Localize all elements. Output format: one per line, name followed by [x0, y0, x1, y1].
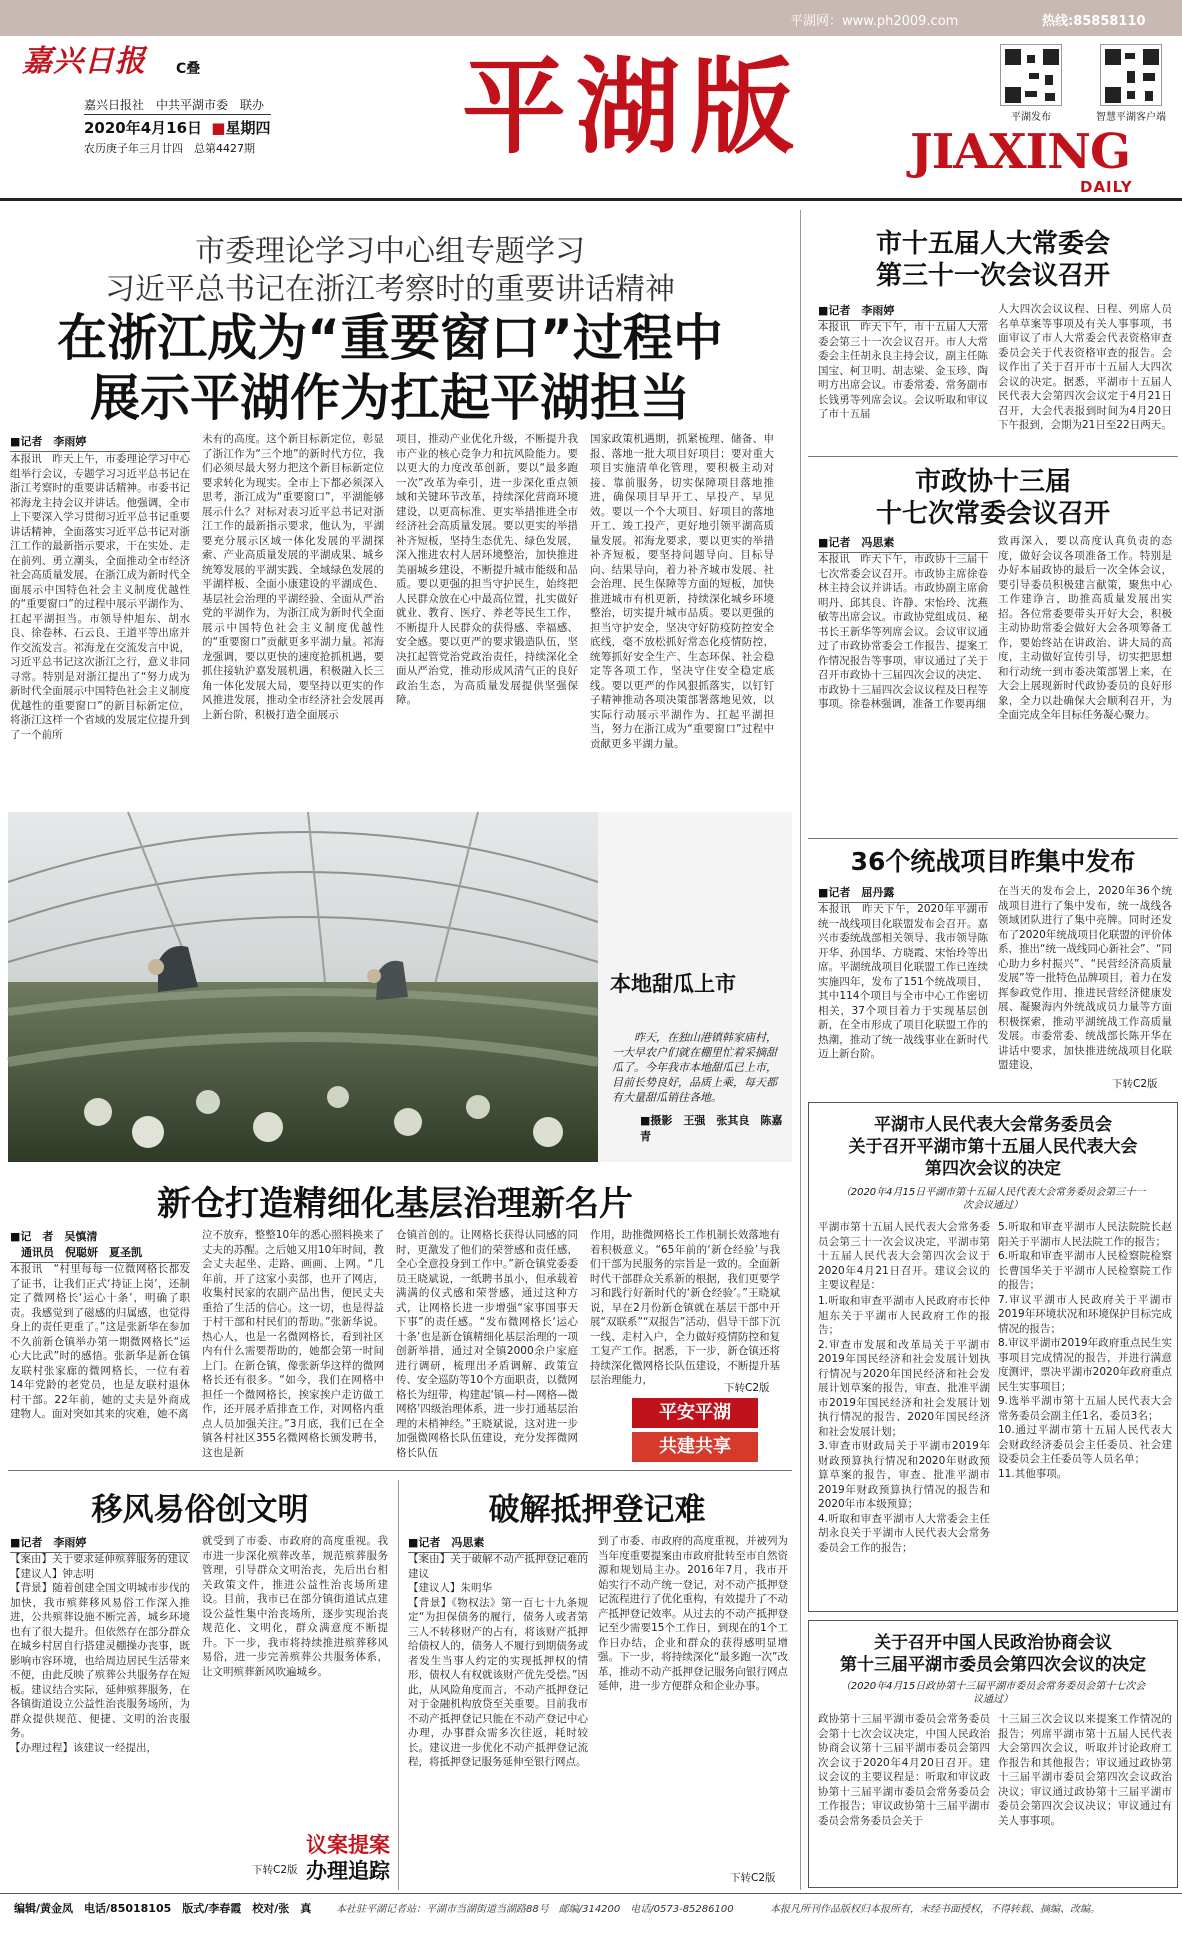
- mortgage-byline: ■记者 冯思素: [408, 1534, 588, 1553]
- lead-col-4: 国家政策机遇期，抓紧梳理、储备、申报、落地一批大项目好项目；要对重大项目实施清单化管理，要积极主动对接、靠前服务，切实保障项目落地推进，确保项目早开工、早投产、早见效。要以一个个大项目、好项目的落地开工、竣工投产，更好地引领平湖高质量发展。祁海龙要求，要以更实的举措补齐短板，要坚持问题导向、目标导向、结果导向，着力补齐城市发展、社会治理、民生保障等方面的短板，加快推进城市有机更新，持续深化城乡环境整治，切实提升城市品质。要以更强的担当守护安全，坚决守好防疫防控安全底线，毫不放松抓好常态化疫情防控，统筹抓好安全生产、生态环保、社会稳定等各项工作，坚决守住安全稳定底线。要以更严的作风狠抓落实，以钉钉子精神推动各项决策部署落地见效，以实际行动展示平湖作为、扛起平湖担当，努力在浙江成为“重要窗口”过程中贡献更多平湖力量。: [590, 433, 774, 750]
- xincang-col-3: 仓镇首创的。让网格长获得认同感的同时，更激发了他们的荣誉感和责任感，全心全意投身到工作中。”新仓镇党委委员王晓斌说，一纸聘书虽小，但承载着满满的仪式感和荣誉感，通过这种方式，让网格长进一步增强“家事国事天下事”的责任感。“发布微网格长‘运心十条’也是新仓镇精细化基层治理的一项创新举措，通过对全镇2000余户家庭进行调研，梳理出矛盾调解、政策宣传、安全巡防等10个方面职责，以微网格长为纽带，构建起‘镇—村—网格—微网格’四级治理体系，进一步打通基层治理的末梢神经。”王晓斌说，这对进一步加强微网格长队伍建设，充分发挥微网格长队伍: [396, 1229, 578, 1459]
- publishers: 嘉兴日报社 中共平湖市委 联办: [84, 98, 265, 112]
- xincang-headline: 新仓打造精细化基层治理新名片: [157, 1184, 633, 1224]
- lead-col-3: 项目，推动产业优化升级，不断提升我市产业的核心竞争力和抗风险能力。要以更大的力度改革创新，要以“最多跑一次”改革为牵引，进一步深化重点领域和关键环节改革，持续深化营商环境建设，以更高标准、更实举措推进全市经济社会高质量发展。要以更实的举措补齐短板，坚持生态优先、绿色发展，深入推进农村人居环境整治，加快推进美丽城乡建设，不断提升城市能级和品质。要以更强的担当守护民生，始终把人民群众放在心中最高位置，扎实做好就业、教育、医疗、养老等民生工作，不断提升人民群众的获得感、幸福感、安全感。要以更严的要求锻造队伍，坚决扛起管党治党政治责任，持续深化全面从严治党，推动形成风清气正的良好政治生态，为高质量发展提供坚强保障。: [396, 433, 578, 706]
- yifeng-byline: ■记者 李雨婷: [10, 1534, 190, 1553]
- column-divider: [398, 1480, 399, 1890]
- npc-byline: ■记者 李雨婷: [818, 302, 988, 321]
- brand-en-sub: DAILY: [1080, 178, 1133, 196]
- continued-label[interactable]: 下转C2版: [724, 1382, 770, 1394]
- npc-title-2: 第三十一次会议召开: [875, 261, 1110, 291]
- continued-label[interactable]: 下转C2版: [1112, 1078, 1158, 1090]
- issue-date-row: 2020年4月16日 ■星期四: [84, 114, 271, 138]
- lead-kicker-2: 习近平总书记在浙江考察时的重要讲话精神: [105, 272, 675, 307]
- proposal-tag: 议案提案: [306, 1833, 390, 1857]
- xincang-byline: ■记 者 吴慎清 通讯员 倪聪妍 夏圣凯: [10, 1228, 190, 1263]
- unitedfront-col-1: 本报讯 昨天下午，2020年平湖市统一战线项目化联盟发布会召开。嘉兴市委统战部相关领导、我市领导陈开华、孙国华、方晓霞、宋怡玲等出席。平湖统战项目化联盟工作已连续实施四年，发布了151个统战项目，其中114个项目与全市中心工作密切相关，37个项目着力于实现基层创新，在全市形成了项目化联盟工作的热潮，推动了统一战线事业在新时代迈上新台阶。: [818, 903, 988, 1060]
- brand-en: JIAXING: [910, 124, 1130, 180]
- cppcc-decision-col-1: 政协第十三届平湖市委员会常务委员会第十七次会议决定，中国人民政治协商会议第十三届平湖市委员会第四次会议于2020年4月20日召开。建议会议的主要议程是：听取和审议政协第十三届平湖市委员会常务委员会工作报告；审议政协第十三届平湖市委员会常务委员会关于: [818, 1713, 990, 1827]
- melon-greenhouse-photo: [8, 812, 598, 1162]
- npc-decision-title-3: 第四次会议的决定: [925, 1159, 1061, 1179]
- npc-col-1: 本报讯 昨天下午，市十五届人大常委会第三十一次会议召开。市人大常委会主任胡永良主持会议，副主任陈国宝、柯卫明、胡志梁、金玉珍、陶明方出席会议。市委常委、常务副市长钱勇等列席会议。会议听取和审议了市十五届: [818, 321, 988, 420]
- paper-logo: 嘉兴日报: [22, 44, 146, 79]
- list-item: 8.审议平湖市2019年政府重点民生实事项目完成情况的报告，并进行满意度测评，票决平湖市2020年政府重点民生实事项目；: [998, 1337, 1172, 1393]
- qr-code-icon[interactable]: [1000, 44, 1062, 106]
- cppcc-decision-subtitle: （2020年4月15日政协第十三届平湖市委员会常务委员会第十七次会议通过）: [840, 1681, 1146, 1705]
- footer-editors: 编辑/黄金凤 电话/85018105 版式/李春霞 校对/张 真: [14, 1902, 312, 1915]
- npc-decision-intro: 平湖市第十五届人民代表大会常务委员会第三十一次会议决定，平湖市第十五届人民代表大会第四次会议于2020年4月21日召开。建议会议的主要议程是：: [818, 1221, 990, 1291]
- list-item: 9.选举平湖市第十五届人民代表大会常务委员会副主任1名，委员3名；: [998, 1395, 1172, 1422]
- list-item: 3.审查市财政局关于平湖市2019年财政预算执行情况和2020年财政预算草案的报告，审查、批准平湖市2019年财政预算执行情况的报告和2020年市本级预算；: [818, 1440, 990, 1510]
- footer-office: 本社驻平湖记者站：平湖市当湖街道当湖路88号 邮编/314200 电话/0573-85286100: [336, 1904, 734, 1915]
- npc-col-2: 人大四次会议议程、日程、列席人员名单草案等事项及有关人事事项，书面审议了市人大常委会代表资格审查委员会关于代表资格审查的报告。会议作出了关于召开市十五届人大四次会议的决定。据悉，平湖市十五届人民代表大会第四次会议定于4月21日召开，大会代表报到时间为4月20日下午报到，会期为21日至22日两天。: [998, 303, 1172, 431]
- unitedfront-title: 36个统战项目昨集中发布: [850, 847, 1136, 876]
- weekday: 星期四: [225, 119, 271, 137]
- cppcc-col-2: 致再深入，要以高度认真负责的态度，做好会议各项准备工作。特别是办好本届政协的最后一次全体会议，要引导委员积极建言献策，聚焦中心工作建诤言，助推高质量发展出实招。各位常委要带头开好大会，积极主动协助常委会做好大会各项筹备工作，要始终站在讲政治、讲大局的高度，主动做好宣传引导，切实把思想和行动统一到市委决策部署上来，在大会上展现新时代政协委员的良好形象，全力以赴确保大会顺利召开，为全面完成全年目标任务凝心聚力。: [998, 535, 1172, 721]
- photo-credit: ■摄影 王强 张其良 陈嘉青: [640, 1114, 783, 1143]
- xincang-col-1: 本报讯 “村里每每一位微网格长都发了证书，让我们正式‘持证上岗’，还制定了微网格长‘运心十条’，明确了职责。我感觉到了磁感的归属感，也觉得身上的责任更重了。”这是张新华在参加不久前新仓镇举办第一期微网格长“运心大比武”时的感悟。张新华是新仓镇友联村张家廊的微网格长，一位有着14年党龄的老党员，也是友联村退休村干部。22年前，她的丈夫是外商成建物人。面对突如其来的灾难，她不离: [10, 1263, 190, 1420]
- footer-divider: [0, 1893, 1182, 1894]
- list-item: 5.听取和审查平湖市人民法院院长赵阳关于平湖市人民法院工作的报告；: [998, 1221, 1172, 1248]
- lead-headline: 在浙江成为“重要窗口”过程中: [57, 309, 723, 367]
- lead-col-2: 未有的高度。这个新目标新定位，彰显了浙江作为“三个地”的新时代方位，我们必须尽最大努力把这个新目标新定位要求转化为现实。全市上下都必须深入思考，浙江成为“重要窗口”，平湖能够展示什么？对标对表习近平总书记对浙江工作的最新指示要求，他认为，平湖要充分展示区域一体化发展的平湖探索、产业高质量发展的平湖成果、城乡统筹发展的平湖实践、全域绿色发展的平湖样板、全面小康建设的平湖成色、基层社会治理的平湖经验、全面从严治党的平湖作为，为浙江成为新时代全面展示中国特色社会主义制度优越性的“重要窗口”贡献更多平湖力量。祁海龙强调，要以更快的速度抢抓机遇，要抓住接轨沪嘉发展机遇，积极融入长三角一体化发展大局，要坚持以更实的作风推进发展，推动全市经济社会发展再上新台阶，积极打造全面展示: [202, 433, 384, 721]
- section-divider: [8, 1470, 792, 1471]
- yifeng-col-1: 【案由】关于要求延伸殡葬服务的建议 【建议人】钟志明 【背景】随着创建全国文明城市步伐的加快，我市殡葬移风易俗工作深入推进，公共殡葬设施不断完善，城乡环境也有了很大提升。但依然存在部分群众在城乡村居自行搭建灵棚操办丧事，既影响市容环境，也给周边居民生活带来不便，由此反映了殡葬公共服务存在短板。建议结合实际，延伸殡葬服务，在各镇街道设立公益性治丧服务场所，为群众提供规范、便捷、文明的治丧服务。 【办理过程】该建议一经提出，: [10, 1553, 190, 1754]
- lead-headline-2: 展示平湖作为扛起平湖担当: [90, 369, 690, 427]
- list-item: 11.其他事项。: [998, 1467, 1068, 1480]
- cppcc-col-1: 本报讯 昨天下午，市政协十三届十七次常委会议召开。市政协主席徐卷林主持会议并讲话。市政协副主席俞明丹、邱其良、许静、宋怡玲、沈燕敏等出席会议。市政协党组成员、秘书长王新华等列席会议。会议审议通过了市政协常委会工作报告、提案工作情况报告等事项，审议通过了关于召开市政协十三届四次会议的决定、市政协十三届四次会议议程及日程等事项。徐卷林强调，准备工作要再细: [818, 553, 988, 710]
- qr-code-icon[interactable]: [1100, 44, 1162, 106]
- cppcc-title: 市政协十三届: [914, 467, 1071, 497]
- lunar-date: 农历庚子年三月廿四 总第4427期: [84, 142, 255, 155]
- unitedfront-col-2: 在当天的发布会上，2020年36个统战项目进行了集中发布，统一战线各领域团队进行了集中亮牌。同时还发布了2020年统战项目化联盟的评价体系，推出“统一战线同心新社会”、“同心助力乡村振兴”、“民营经济高质量发展”等一批特色品牌项目，着力在发挥参政党作用、推进民营经济健康发展、凝聚海内外统战成员力量等方面积极探索，推动平湖统战工作高质量发展。市委常委、统战部长陈开华在讲话中要求，加快推进统战项目化联盟建设，: [998, 885, 1172, 1071]
- cppcc-decision-title: 关于召开中国人民政治协商会议: [874, 1633, 1112, 1653]
- continued-label[interactable]: 下转C2版: [730, 1872, 776, 1884]
- npc-decision-title-2: 关于召开平湖市第十五届人民代表大会: [848, 1137, 1138, 1157]
- list-item: 4.听取和审查平湖市人大常委会主任胡永良关于平湖市人民代表大会常务委员会工作的报告；: [818, 1512, 990, 1554]
- qr1-label: 平湖发布: [1011, 112, 1051, 123]
- site-url[interactable]: 平湖网：www.ph2009.com: [790, 14, 959, 29]
- cppcc-title-2: 十七次常委会议召开: [875, 499, 1110, 529]
- top-bar: [0, 0, 1182, 36]
- list-item: 2.审查市发展和改革局关于平湖市2019年国民经济和社会发展计划执行情况与2020年国民经济和社会发展计划草案的报告，审查、批准平湖市2019年国民经济和社会发展计划执行情况的报告、2020年国民经济和社会发展计划；: [818, 1338, 990, 1438]
- mortgage-col-1: 【案由】关于破解不动产抵押登记难的建议 【建议人】朱明华 【背景】《物权法》第一百七十九条规定“为担保债务的履行，债务人或者第三人不转移财产的占有，将该财产抵押给债权人的，债务人不履行到期债务或者发生当事人约定的实现抵押权的情形，债权人有权就该财产优先受偿。”因此，从风险角度而言，不动产抵押登记对于金融机构放贷至关重要。目前我市不动产抵押登记只能在不动产登记中心办理，办事群众需多次往返，耗时较长。建议进一步优化不动产抵押登记流程，将抵押登记服务延伸至银行网点。: [408, 1553, 588, 1768]
- photo-title: 本地甜瓜上市: [610, 972, 736, 996]
- list-item: 7.审议平湖市人民政府关于平湖市2019年环境状况和环境保护目标完成情况的报告；: [998, 1293, 1172, 1335]
- section-divider: [808, 838, 1178, 839]
- cppcc-byline: ■记者 冯思素: [818, 534, 988, 553]
- xincang-col-2: 泣不放弃，整整10年的悉心照料换来了丈夫的苏醒。之后她又用10年时间，教会丈夫起坐、走路、画画、上网。“几年前，开了这家小卖部，也开了网店，收集村民家的农副产品出售，便民丈夫重拾了生活的信心。这一切，也是得益于村干部和村民们的帮助。”张新华说。热心人，也是一名微网格长，看到社区内有什么需要帮助的，她都会第一时间上门。在新仓镇，像张新华这样的微网格长还有很多。“如今，我们在网格中担任一个微网格长，挨家挨户走访做工作，还开展矛盾排查工作，对网格内重点人员加强关注。”3月底，我们已在全镇各村社区355名微网格长颁发聘书，这也是新: [202, 1229, 384, 1459]
- mortgage-col-2: 到了市委、市政府的高度重视，并被列为当年度重要提案由市政府批转至市自然资源和规划局主办。2016年7月，我市开始实行不动产统一登记，对不动产抵押登记流程进行了优化重构，有效提升了不动产抵押登记效率。从过去的不动产抵押登记至少需要15个工作日，到现在的1个工作日办结，企业和群众的获得感明显增强。下一步，将持续深化“最多跑一次”改革，推动不动产抵押登记服务向银行网点延伸，进一步方便群众和企业办事。: [598, 1535, 788, 1692]
- yifeng-headline: 移风易俗创文明: [91, 1492, 309, 1528]
- xincang-col-4: 作用，助推微网格长工作机制长效落地有着积极意义。“65年前的‘新仓经验’与我们干部为民服务的宗旨是一致的。全面新时代干部群众关系新的根据，我们更要学习和践行好新时代的‘新仓经验’。”王晓斌说，早在2月份新仓镇就在基层干部中开展“双联系”“双报告”活动，倡导干部下沉一线、走村入户，全力做好疫情防控和复工复产工作。据悉，下一步，新仓镇还将持续深化微网格长队伍建设，不断提升基层治理能力，: [590, 1229, 780, 1386]
- co-build-banner: 共建共享: [632, 1432, 758, 1462]
- safe-pinghu-banner: 平安平湖: [632, 1398, 758, 1428]
- list-item: 6.听取和审查平湖市人民检察院检察长曹国华关于平湖市人民检察院工作的报告；: [998, 1250, 1172, 1291]
- footer-notice: 本报凡所刊作品版权归本报所有，未经书面授权，不得转载、摘编、改编。: [770, 1904, 1100, 1915]
- edition-letter: C叠: [176, 61, 201, 77]
- photo-caption: 昨天，在独山港镇韩家庙村，一大早农户们就在棚里忙着采摘甜瓜了。今年我市本地甜瓜已上市，目前长势良好，品质上乘，每天都有大量甜瓜销往各地。: [612, 1031, 777, 1104]
- list-item: 10.通过平湖市第十五届人民代表大会财政经济委员会主任委员、社会建设委员会主任委员等人员名单；: [998, 1424, 1172, 1465]
- npc-decision-items-col1: [818, 1294, 990, 1608]
- list-item: 1.听取和审查平湖市人民政府市长仲旭东关于平湖市人民政府工作的报告；: [818, 1295, 990, 1336]
- yifeng-col-2: 就受到了市委、市政府的高度重视。我市进一步深化殡葬改革，规范殡葬服务管理，引导群众文明治丧，先后出台相关政策文件，推进公益性治丧场所建设。目前，我市已在部分镇街道试点建设公益性集中治丧场所，逐步实现治丧规范化、文明化，群众满意度不断提升。下一步，我市将持续推进殡葬移风易俗，进一步完善殡葬公共服务体系，让文明殡葬新风吹遍城乡。: [202, 1535, 388, 1678]
- cppcc-decision-col-2: 十三届三次会议以来提案工作情况的报告；列席平湖市第十五届人民代表大会第四次会议，听取并讨论政府工作报告和其他报告；审议通过政协第十三届平湖市委员会第四次会议政治决议；审议通过政协第十三届平湖市委员会第四次会议决议；审议通过有关人事事项。: [998, 1713, 1172, 1827]
- hotline: 热线:85858110: [1042, 14, 1146, 29]
- npc-decision-items-col2: [998, 1220, 1172, 1608]
- qr2-label: 智慧平湖客户端: [1096, 112, 1166, 123]
- lead-col-1: 本报讯 昨天上午，市委理论学习中心组举行会议，专题学习习近平总书记在浙江考察时的重要讲话精神。市委书记祁海龙主持会议并讲话。他强调，全市上下要深入学习贯彻习近平总书记重要讲话精神，全面落实习近平总书记对浙江工作的最新指示要求，干在实处、走在前列、勇立潮头，全面推动全市经济社会高质量发展，在浙江成为新时代全面展示中国特色社会主义制度优越性的“重要窗口”的过程中展示平湖作为、扛起平湖担当。市领导仲旭东、胡水良、徐卷林、石云良、王道平等出席并作交流发言。祁海龙在交流发言中说，习近平总书记这次浙江之行，意义非同寻常。特别是对浙江提出了“努力成为新时代全面展示中国特色社会主义制度优越性的重要窗口”的新目标新定位，将浙江这样一个省域的发展定位提升到了一个前所: [10, 453, 190, 741]
- npc-title: 市十五届人大常委会: [875, 229, 1110, 259]
- lead-byline: ■记者 李雨婷: [10, 433, 190, 452]
- continued-label[interactable]: 下转C2版: [252, 1864, 298, 1876]
- tracking-tag: 办理追踪: [306, 1859, 390, 1883]
- issue-date: 2020年4月16日: [84, 119, 203, 137]
- npc-decision-subtitle: （2020年4月15日平湖市第十五届人民代表大会常务委员会第三十一次会议通过）: [840, 1187, 1146, 1211]
- unitedfront-byline: ■记者 屈丹露: [818, 884, 988, 903]
- edition-title: 平湖版: [462, 45, 805, 168]
- npc-decision-title: 平湖市人民代表大会常务委员会: [874, 1115, 1112, 1135]
- lead-kicker: 市委理论学习中心组专题学习: [195, 234, 585, 269]
- column-divider: [800, 210, 801, 1890]
- mortgage-headline: 破解抵押登记难: [488, 1492, 706, 1528]
- masthead-divider: [0, 198, 1182, 201]
- section-divider: [808, 456, 1178, 457]
- cppcc-decision-title-2: 第十三届平湖市委员会第四次会议的决定: [840, 1655, 1146, 1675]
